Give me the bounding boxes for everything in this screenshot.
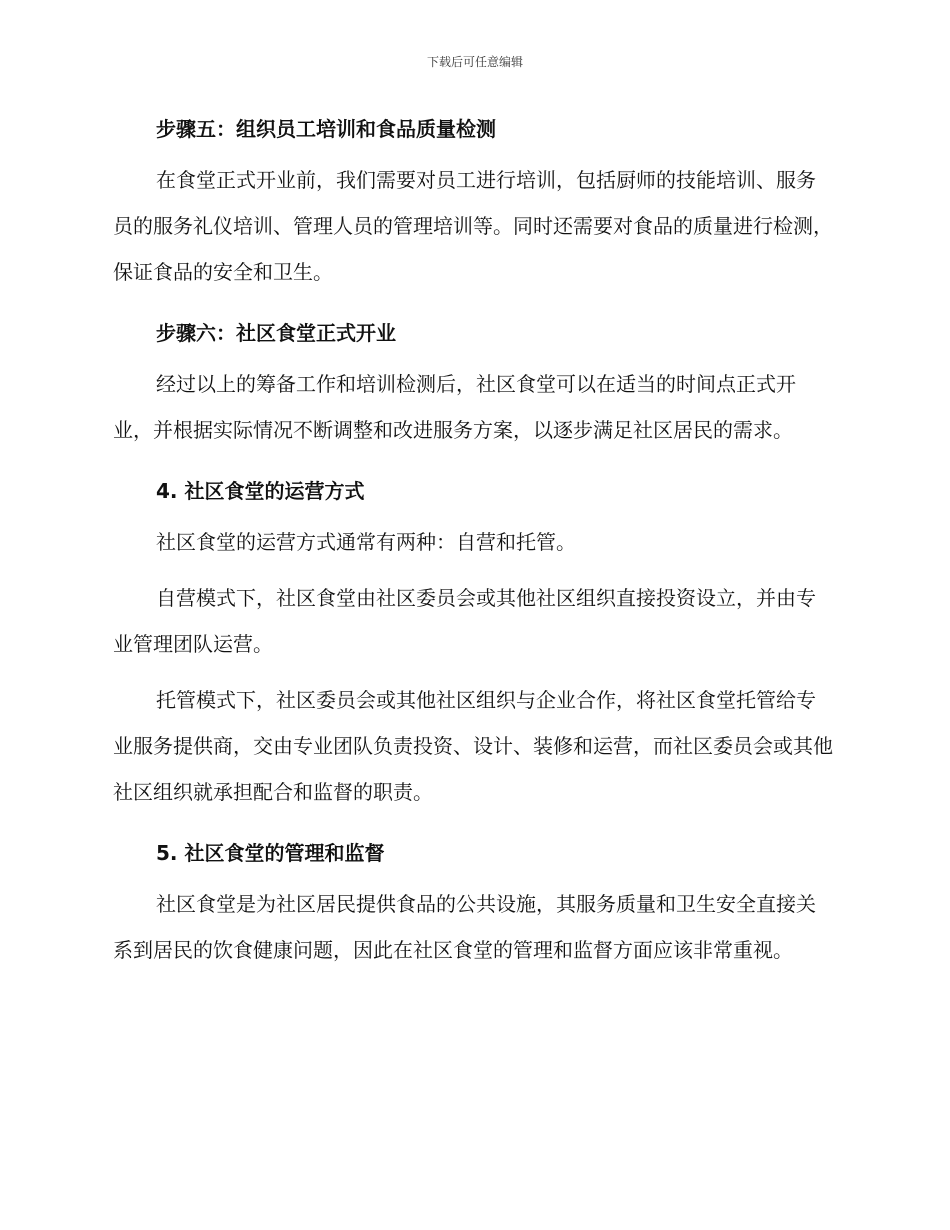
- section-heading: 5. 社区食堂的管理和监督: [156, 841, 385, 865]
- document-body: [113, 111, 835, 973]
- header-note: 下载后可任意编辑: [426, 55, 523, 69]
- paragraph: 托管模式下，社区委员会或其他社区组织与企业合作，将社区食堂托管给专业服务提供商，交由专业团队负责投资、设计、装修和运营，而社区委员会或其他社区组织就承担配合和监督的职责。: [113, 688, 833, 804]
- paragraph: 经过以上的筹备工作和培训检测后，社区食堂可以在适当的时间点正式开业，并根据实际情况不断调整和改进服务方案，以逐步满足社区居民的需求。: [113, 372, 796, 442]
- paragraph: 社区食堂的运营方式通常有两种：自营和托管。: [156, 530, 576, 554]
- paragraph: 自营模式下，社区食堂由社区委员会或其他社区组织直接投资设立，并由专业管理团队运营。: [113, 586, 816, 656]
- section-heading: 步骤五：组织员工培训和食品质量检测: [156, 117, 496, 141]
- section-heading: 步骤六：社区食堂正式开业: [156, 321, 396, 345]
- paragraph: 社区食堂是为社区居民提供食品的公共设施，其服务质量和卫生安全直接关系到居民的饮食健康问题，因此在社区食堂的管理和监督方面应该非常重视。: [113, 892, 816, 962]
- paragraph: 在食堂正式开业前，我们需要对员工进行培训，包括厨师的技能培训、服务员的服务礼仪培训、管理人员的管理培训等。同时还需要对食品的质量进行检测，保证食品的安全和卫生。: [113, 168, 833, 284]
- section-heading: 4. 社区食堂的运营方式: [156, 479, 365, 503]
